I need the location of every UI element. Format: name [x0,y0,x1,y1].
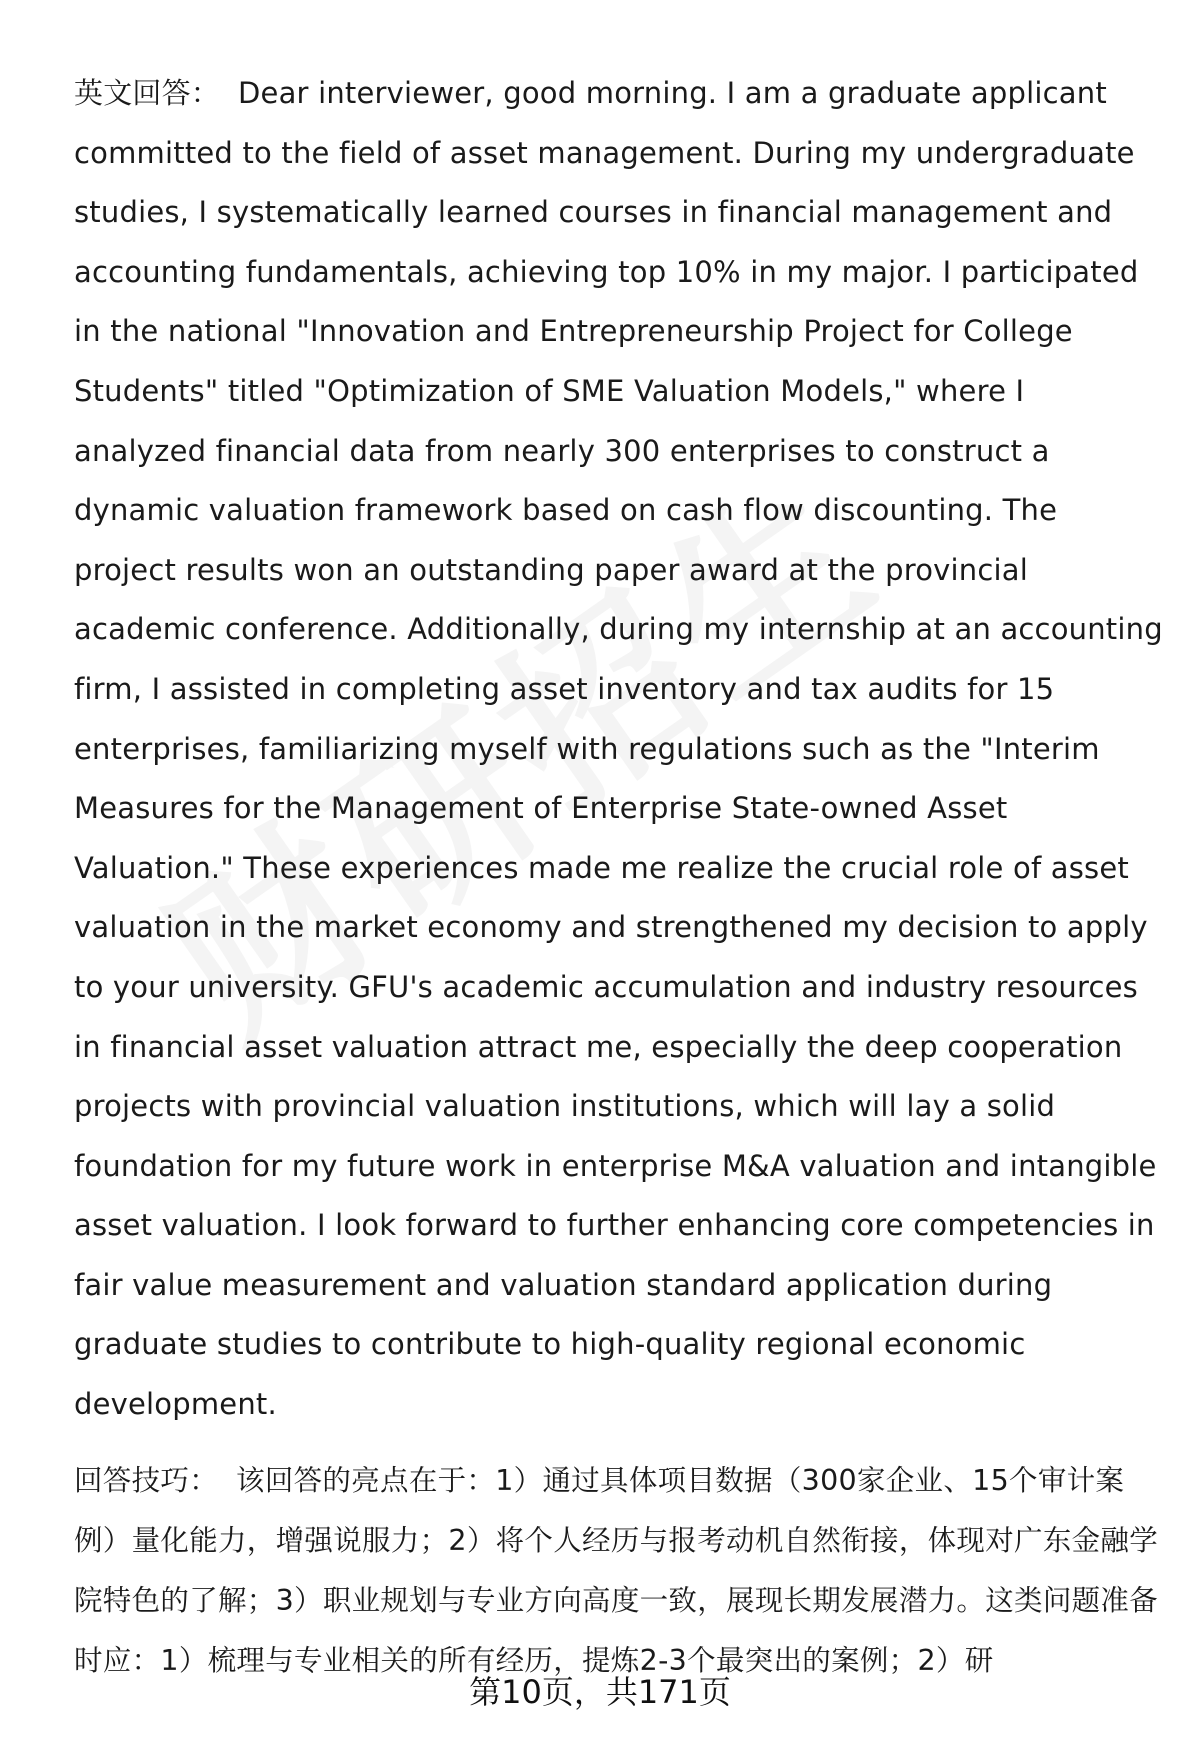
page-number: 第10页，共171页 [469,1673,731,1711]
answer-tips-text: 该回答的亮点在于：1）通过具体项目数据（300家企业、15个审计案例）量化能力，增强说服力；2）将个人经历与报考动机自然衔接，体现对广东金融学院特色的了解；3）职业规划与专业方向高度一致，展现长期发展潜力。这类问题准备时应：1）梳理与专业相关的所有经历，提炼2-3个最突出的案例；2）研 [74,1463,1159,1677]
answer-tips-label: 回答技巧： [74,1463,219,1497]
english-answer-paragraph [74,64,1164,1435]
english-answer-label: 英文回答： [74,76,221,110]
english-answer-text: Dear interviewer, good morning. I am a graduate applicant committed to the field of asset management. During my undergraduate studies, I systematically learned courses in financial management and accounting fundamentals, achieving top 10% in my major. I participated in the national "Innovation and Entrepreneurship Project for College Students" titled "Optimization of SME Valuation Models," where I analyzed financial data from nearly 300 enterprises to construct a dynamic valuation framework based on cash flow discounting. The project results won an outstanding paper award at the provincial academic conference. Additionally, during my internship at an accounting firm, I assisted in completing asset inventory and tax audits for 15 enterprises, familiarizing myself with regulations such as the "Interim Measures for the Management of Enterprise State-owned Asset Valuation." These experiences made me realize the crucial role of asset valuation in the market economy and strengthened my decision to apply to your university. GFU's academic accumulation and industry resources in financial asset valuation attract me, especially the deep cooperation projects with provincial valuation institutions, which will lay a solid foundation for my future work in enterprise M&A valuation and intangible asset valuation. I look forward to further enhancing core competencies in fair value measurement and valuation standard application during graduate studies to contribute to high-quality regional economic development. [74,76,1163,1422]
document-content [74,64,1164,1691]
answer-tips-paragraph [74,1451,1164,1691]
